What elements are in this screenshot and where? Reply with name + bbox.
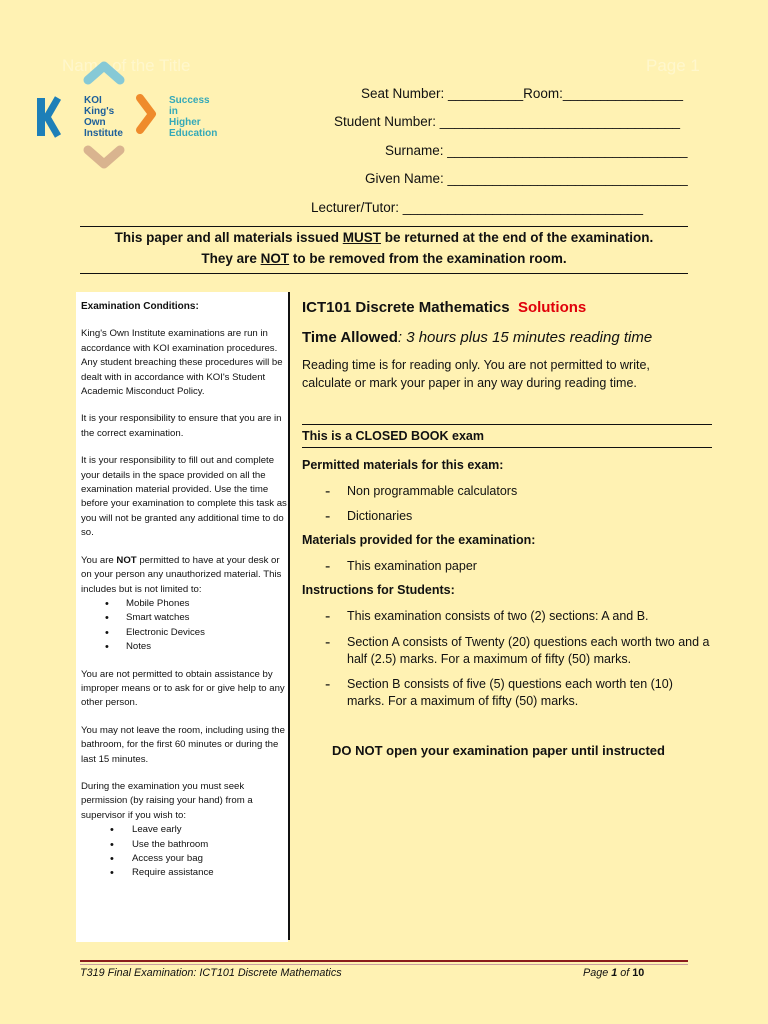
notice-line1-post: be returned at the end of the examination.	[381, 230, 654, 245]
p4-post: permitted to have at your desk or on your person any unauthorized material. This includes but is not limited to:	[81, 554, 282, 595]
notice-line-2	[80, 251, 688, 266]
logo-kings: King's	[84, 106, 115, 117]
provided-item: This examination paper	[347, 559, 477, 573]
time-allowed-value: : 3 hours plus 15 minutes reading time	[397, 329, 653, 346]
student-number-field[interactable]: Student Number: ________________________________	[334, 114, 681, 129]
dash: -	[325, 676, 331, 693]
dash: -	[325, 558, 331, 575]
instruction-item: Section A consists of Twenty (20) questions each worth two and a half (2.5) marks. For a maximum of fifty (50) marks.	[347, 635, 710, 666]
logo-education: Education	[169, 128, 218, 139]
notice-line1-pre: This paper and all materials issued	[114, 230, 343, 245]
list-item: • Leave early	[81, 823, 288, 837]
closed-book-label: This is a CLOSED BOOK exam	[302, 429, 484, 443]
conditions-p4	[81, 554, 288, 597]
instruction-item: Section B consists of five (5) questions each worth ten (10) marks. For a maximum of fifty (50) marks.	[347, 677, 673, 708]
solutions-label: Solutions	[517, 299, 587, 316]
conditions-p7: During the examination you must seek permission (by raising your hand) from a supervisor if you wish to:	[81, 780, 253, 821]
permitted-heading: Permitted materials for this exam:	[302, 458, 504, 472]
notice-must: MUST	[342, 230, 382, 245]
list-item: • Notes	[81, 640, 288, 654]
logo-own: Own	[84, 117, 106, 128]
notice-line2-post: to be removed from the examination room.	[289, 251, 567, 266]
list-item: • Electronic Devices	[81, 626, 288, 640]
notice-line-1	[80, 230, 688, 245]
footer-rule-1	[80, 960, 688, 962]
ghost-header-page: Page 1	[646, 56, 700, 75]
p4-pre: You are	[81, 554, 117, 566]
conditions-p3: It is your responsibility to fill out and complete your details in the space provided on all the examination material provided. Use the time before your examination to complete this task as you will not be granted any additional time to do so.	[81, 455, 287, 539]
given-name-field[interactable]: Given Name: ________________________________	[365, 171, 688, 186]
notice-top-rule	[80, 226, 688, 227]
provided-heading: Materials provided for the examination:	[302, 533, 536, 547]
logo-koi: KOI	[84, 95, 102, 106]
footer-course: T319 Final Examination: ICT101 Discrete Mathematics	[80, 967, 342, 979]
list-item: • Require assistance	[81, 866, 288, 880]
surname-field[interactable]: Surname: ________________________________	[385, 143, 688, 158]
list-item: • Smart watches	[81, 611, 288, 625]
permitted-item: Dictionaries	[347, 509, 413, 523]
seat-number-field[interactable]: Seat Number: __________Room:________________	[361, 86, 684, 101]
dash: -	[325, 508, 331, 525]
list-item: • Use the bathroom	[81, 838, 288, 852]
dash: -	[325, 608, 331, 625]
footer-page-total: 10	[632, 967, 645, 979]
notice-line2-pre: They are	[201, 251, 261, 266]
closed-book-bottom-rule	[302, 447, 712, 448]
koi-logo	[30, 56, 230, 176]
conditions-p1: King's Own Institute examinations are run in accordance with KOI examination procedures. Any student breaching these procedures will be dealt with in accordance with KOI's Student Academic Misconduct Policy.	[81, 328, 283, 398]
course-title	[302, 299, 586, 316]
instruction-item: This examination consists of two (2) sections: A and B.	[347, 609, 649, 623]
instructions-heading: Instructions for Students:	[302, 583, 455, 597]
sidebar-divider	[288, 292, 290, 940]
conditions-p5: You are not permitted to obtain assistance by improper means or to ask for or give help to any other person.	[81, 668, 285, 709]
logo-success: Success	[169, 95, 210, 106]
exam-conditions-panel	[76, 292, 288, 942]
permitted-item: Non programmable calculators	[347, 484, 518, 498]
logo-higher: Higher	[169, 117, 201, 128]
lecturer-field[interactable]: Lecturer/Tutor: ________________________________	[311, 200, 644, 215]
footer-rule-2	[80, 964, 688, 965]
footer-of-word: of	[617, 967, 633, 979]
notice-bottom-rule	[80, 273, 688, 274]
course-name: ICT101 Discrete Mathematics	[302, 299, 510, 316]
list-item: • Mobile Phones	[81, 597, 288, 611]
closed-book-top-rule	[302, 424, 712, 425]
ghost-header-title: Name of the Title	[62, 56, 191, 75]
dash: -	[325, 483, 331, 500]
prohibited-list	[81, 597, 288, 655]
p4-not: NOT	[116, 554, 137, 566]
time-allowed-label: Time Allowed	[302, 329, 398, 346]
conditions-heading: Examination Conditions:	[81, 301, 199, 312]
permission-list	[81, 823, 288, 881]
conditions-p6: You may not leave the room, including using the bathroom, for the first 60 minutes or during the last 15 minutes.	[81, 724, 285, 765]
logo-institute: Institute	[84, 128, 123, 139]
footer-page	[583, 967, 644, 979]
logo-in: in	[169, 106, 178, 117]
footer-page-word: Page	[583, 967, 612, 979]
do-not-open-notice: DO NOT open your examination paper until instructed	[332, 743, 665, 758]
time-allowed	[302, 329, 652, 346]
conditions-p2: It is your responsibility to ensure that you are in the correct examination.	[81, 413, 282, 439]
reading-note: Reading time is for reading only. You are not permitted to write, calculate or mark your paper in any way during reading time.	[302, 358, 650, 390]
notice-not: NOT	[260, 251, 290, 266]
list-item: • Access your bag	[81, 852, 288, 866]
footer-page-number: 1	[611, 967, 618, 979]
dash: -	[325, 634, 331, 651]
